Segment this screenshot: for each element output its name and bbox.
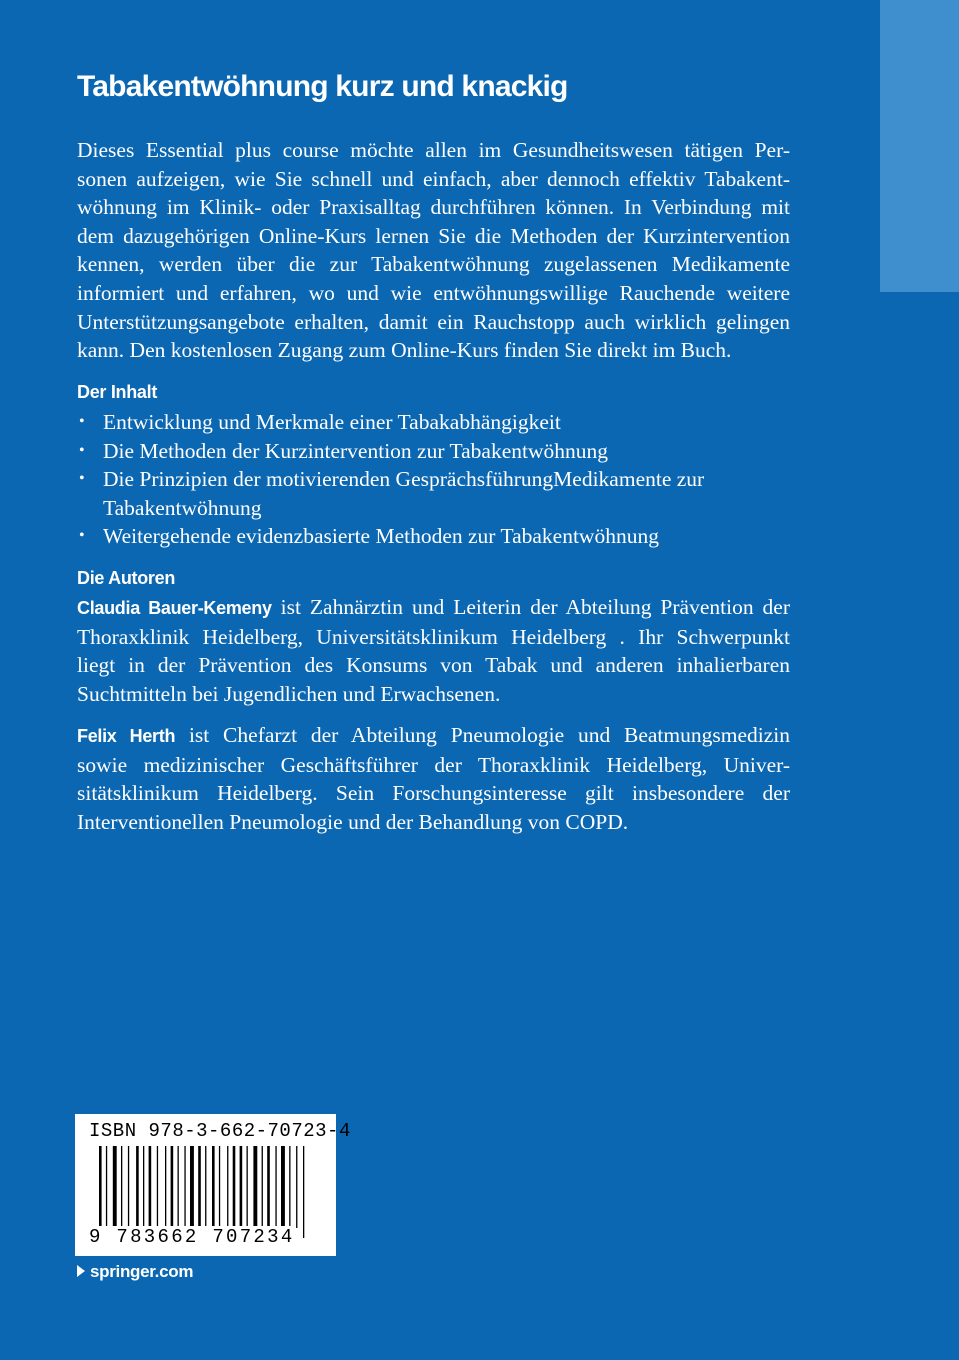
barcode-bar: [233, 1146, 236, 1228]
book-title: Tabakentwöhnung kurz und knackig: [77, 70, 568, 103]
list-item: • Entwicklung und Merkmale einer Tabakabhängigkeit: [77, 408, 790, 437]
author2-line: ist Chefarzt der Abteilung Pneumologie und Beatmungsmedizin: [188, 723, 790, 747]
barcode-bar: [143, 1146, 144, 1228]
intro-line: Dieses Essential plus course möchte allen im Gesundheitswesen tätigen Per-: [77, 138, 790, 162]
barcode-bar: [281, 1146, 285, 1228]
intro-paragraph: [77, 136, 790, 365]
barcode-bar: [275, 1146, 276, 1228]
author1-line: Thoraxklinik Heidelberg, Universitätsklinikum Heidelberg . Ihr Schwerpunkt: [77, 624, 790, 649]
list-item: • Die Prinzipien der motivierenden GesprächsführungMedikamente zur Tabakentwöhnung: [77, 465, 763, 522]
list-item: • Weitergehende evidenzbasierte Methoden zur Tabakentwöhnung: [77, 522, 790, 551]
intro-line: sonen aufzeigen, wie Sie schnell und einfach, aber dennoch effektiv Tabakent-: [77, 166, 790, 191]
arrow-icon: [77, 1265, 85, 1277]
contents-heading: Der Inhalt: [77, 382, 158, 402]
barcode-bar: [240, 1146, 243, 1228]
authors-heading: Die Autoren: [77, 568, 176, 588]
barcode-bar: [149, 1146, 152, 1228]
barcode-bar: [121, 1146, 122, 1228]
barcode-bar: [184, 1146, 185, 1228]
author2-bio: [77, 721, 790, 836]
list-item: • Die Methoden der Kurzintervention zur Tabakentwöhnung: [77, 437, 790, 466]
intro-line: dem dazugehörigen Online-Kurs lernen Sie die Methoden der Kurzintervention: [77, 223, 790, 248]
barcode-bar: [190, 1146, 194, 1228]
barcode-bar: [99, 1146, 102, 1238]
author2-line: Interventionellen Pneumologie und der Behandlung von COPD.: [77, 809, 629, 834]
author1-name: Claudia Bauer-Kemeny: [77, 598, 272, 618]
publisher-link-text: springer.com: [90, 1262, 194, 1281]
barcode-bar: [198, 1146, 201, 1228]
author1-line: liegt in der Prävention des Konsums von Tabak und anderen inhalierbaren: [77, 653, 790, 678]
author1-line: ist Zahnärztin und Leiterin der Abteilung Prävention der: [280, 595, 790, 619]
publisher-link[interactable]: [77, 1262, 193, 1282]
barcode-bar: [227, 1146, 228, 1228]
barcode-bar: [262, 1146, 263, 1228]
author2-line: sitätsklinikum Heidelberg. Sein Forschungsinteresse gilt insbesondere der: [77, 781, 790, 806]
author2-line: sowie medizinischer Geschäftsführer der Thoraxklinik Heidelberg, Univer-: [77, 752, 790, 777]
barcode-bar: [219, 1146, 220, 1228]
author1-bio: [77, 593, 790, 708]
barcode-bar: [289, 1146, 290, 1228]
barcode-bar: [267, 1146, 270, 1228]
barcode-bar: [157, 1146, 158, 1228]
cover-tab: [880, 0, 959, 292]
intro-line: wöhnung im Klinik- oder Praxisalltag durchführen können. In Verbindung mit: [77, 195, 790, 220]
barcode-bar: [106, 1146, 107, 1238]
barcode-bar: [212, 1146, 215, 1228]
barcode-bar: [253, 1146, 257, 1228]
barcode-bar: [303, 1146, 304, 1238]
isbn-label: ISBN 978-3-662-70723-4: [89, 1120, 351, 1142]
barcode-bar: [165, 1146, 166, 1228]
barcode-bar: [171, 1146, 174, 1228]
isbn-digits: 9 783662 707234: [89, 1226, 295, 1248]
barcode-bar: [178, 1146, 179, 1228]
intro-line: informiert und erfahren, wo und wie entwöhnungswillige Rauchende weitere: [77, 280, 790, 305]
barcode-bar: [136, 1146, 139, 1228]
intro-line: kann. Den kostenlosen Zugang zum Online-Kurs finden Sie direkt im Buch.: [77, 338, 732, 363]
barcode-bar: [128, 1146, 129, 1228]
barcode-bar: [296, 1146, 297, 1228]
contents-list: [77, 408, 790, 551]
barcode-bar: [247, 1146, 248, 1228]
isbn-barcode: [75, 1114, 351, 1256]
intro-line: Unterstützungsangebote erhalten, damit ein Rauchstopp auch wirklich gelingen: [77, 309, 790, 334]
barcode-bar: [205, 1146, 206, 1238]
barcode-bar: [113, 1146, 117, 1228]
author1-line: Suchtmitteln bei Jugendlichen und Erwachsenen.: [77, 681, 501, 706]
author2-name: Felix Herth: [77, 726, 176, 746]
intro-line: kennen, werden über die zur Tabakentwöhnung zugelassenen Medikamente: [77, 252, 790, 277]
barcode-bars: [99, 1146, 311, 1238]
